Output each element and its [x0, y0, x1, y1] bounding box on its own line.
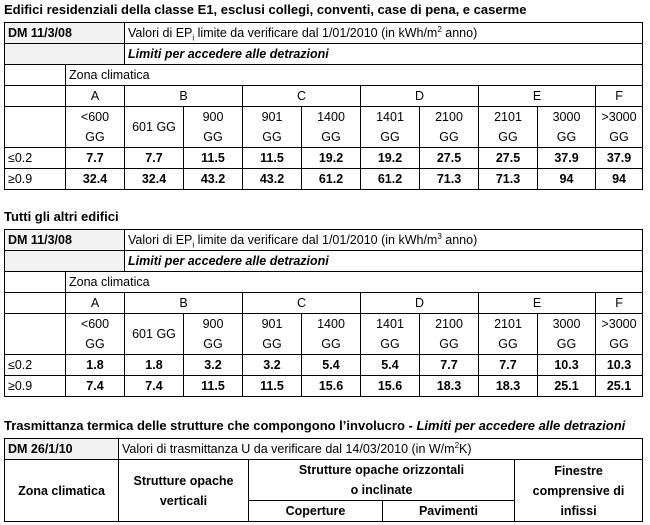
- section2-title: Tutti gli altri edifici: [4, 209, 119, 224]
- subtitle-cell: Limiti per accedere alle detrazioni: [125, 44, 643, 65]
- blank-cell: [5, 86, 66, 107]
- windows-header: Finestre comprensive di infissi: [515, 460, 643, 522]
- value-cell: 1.8: [66, 355, 125, 376]
- decree-cell: DM 11/3/08: [5, 23, 125, 44]
- gg-cell: 1401 GG: [361, 107, 420, 148]
- value-cell: 71.3: [479, 169, 538, 190]
- value-cell: 18.3: [479, 376, 538, 397]
- value-cell: 7.4: [66, 376, 125, 397]
- gg-cell: 3000 GG: [538, 107, 596, 148]
- value-cell: 43.2: [184, 169, 243, 190]
- value-cell: 61.2: [302, 169, 361, 190]
- decree-cell: DM 26/1/10: [5, 439, 119, 460]
- value-cell: 11.5: [184, 148, 243, 169]
- blank-cell: [5, 293, 66, 314]
- row-label: ≤0.2: [5, 355, 66, 376]
- gg-cell: 3000 GG: [538, 314, 596, 355]
- value-cell: 25.1: [538, 376, 596, 397]
- value-cell: 15.6: [361, 376, 420, 397]
- description-cell: Valori di $EP_i$ limite da verificare dal 1/01/2010 (in kWh/$m^3$ anno): [125, 230, 643, 251]
- value-cell: 71.3: [420, 169, 479, 190]
- section3-table: [4, 438, 643, 522]
- value-cell: 43.2: [243, 169, 302, 190]
- value-cell: 7.7: [125, 148, 184, 169]
- zone-d: D: [361, 293, 479, 314]
- value-cell: 5.4: [302, 355, 361, 376]
- row-label: ≤0.2: [5, 148, 66, 169]
- value-cell: 7.7: [66, 148, 125, 169]
- coperture-header: Coperture: [249, 501, 383, 522]
- gg-cell: >3000 GG: [596, 314, 643, 355]
- gg-cell: 2101 GG: [479, 314, 538, 355]
- value-cell: 15.6: [302, 376, 361, 397]
- gg-cell: 1400 GG: [302, 314, 361, 355]
- gg-cell: <600 GG: [66, 107, 125, 148]
- subtitle-cell: Limiti per accedere alle detrazioni: [125, 251, 643, 272]
- zone-c: C: [243, 293, 361, 314]
- zone-a: A: [66, 293, 125, 314]
- blank-cell: [5, 107, 66, 148]
- value-cell: 11.5: [184, 376, 243, 397]
- value-cell: 94: [596, 169, 643, 190]
- description-cell: Valori di $EP_i$ limite da verificare dal 1/01/2010 (in kWh/$m^2$ anno): [125, 23, 643, 44]
- zone-f: F: [596, 86, 643, 107]
- zone-label: Zona climatica: [66, 65, 643, 86]
- section1-table: [4, 22, 643, 190]
- value-cell: 19.2: [302, 148, 361, 169]
- gg-cell: <600 GG: [66, 314, 125, 355]
- value-cell: 27.5: [420, 148, 479, 169]
- value-cell: 32.4: [66, 169, 125, 190]
- value-cell: 19.2: [361, 148, 420, 169]
- value-cell: 11.5: [243, 376, 302, 397]
- value-cell: 10.3: [538, 355, 596, 376]
- gg-cell: 1400 GG: [302, 107, 361, 148]
- value-cell: 5.4: [361, 355, 420, 376]
- value-cell: 37.9: [596, 148, 643, 169]
- gg-cell: 901 GG: [243, 314, 302, 355]
- row-label: ≥0.9: [5, 376, 66, 397]
- section3-title: Trasmittanza termica delle strutture che compongono l’involucro - Limiti per accedere alle detrazioni: [4, 418, 626, 433]
- zone-a: A: [66, 86, 125, 107]
- value-cell: 10.3: [596, 355, 643, 376]
- blank-cell: [5, 251, 125, 272]
- gg-cell: 601 GG: [125, 107, 184, 148]
- value-cell: 25.1: [596, 376, 643, 397]
- zone-label: Zona climatica: [66, 272, 643, 293]
- blank-cell: [5, 44, 125, 65]
- value-cell: 7.7: [479, 355, 538, 376]
- gg-cell: 900 GG: [184, 107, 243, 148]
- section1-title: Edifici residenziali della classe E1, esclusi collegi, conventi, case di pena, e caserme: [4, 2, 527, 17]
- zone-f: F: [596, 293, 643, 314]
- value-cell: 7.7: [420, 355, 479, 376]
- value-cell: 3.2: [243, 355, 302, 376]
- blank-cell: [5, 314, 66, 355]
- value-cell: 37.9: [538, 148, 596, 169]
- value-cell: 27.5: [479, 148, 538, 169]
- gg-cell: 900 GG: [184, 314, 243, 355]
- row-label: ≥0.9: [5, 169, 66, 190]
- zone-b: B: [125, 293, 243, 314]
- gg-cell: 901 GG: [243, 107, 302, 148]
- zone-c: C: [243, 86, 361, 107]
- value-cell: 94: [538, 169, 596, 190]
- value-cell: 1.8: [125, 355, 184, 376]
- zone-d: D: [361, 86, 479, 107]
- blank-cell: [5, 272, 66, 293]
- gg-cell: 2100 GG: [420, 314, 479, 355]
- value-cell: 11.5: [243, 148, 302, 169]
- gg-cell: 2100 GG: [420, 107, 479, 148]
- zone-b: B: [125, 86, 243, 107]
- gg-cell: 1401 GG: [361, 314, 420, 355]
- vertical-structures-header: Strutture opache verticali: [119, 460, 249, 522]
- description-cell: Valori di trasmittanza U da verificare dal 14/03/2010 (in $W/m^2K$): [119, 439, 643, 460]
- gg-cell: 2101 GG: [479, 107, 538, 148]
- zone-climatica-header: Zona climatica: [5, 460, 119, 522]
- section2-table: [4, 229, 643, 397]
- blank-cell: [5, 65, 66, 86]
- gg-cell: >3000 GG: [596, 107, 643, 148]
- decree-cell: DM 11/3/08: [5, 230, 125, 251]
- horizontal-structures-header: Strutture opache orizzontali o inclinate: [249, 460, 515, 501]
- value-cell: 32.4: [125, 169, 184, 190]
- value-cell: 18.3: [420, 376, 479, 397]
- gg-cell: 601 GG: [125, 314, 184, 355]
- value-cell: 61.2: [361, 169, 420, 190]
- zone-e: E: [479, 86, 596, 107]
- value-cell: 7.4: [125, 376, 184, 397]
- pavimenti-header: Pavimenti: [383, 501, 515, 522]
- zone-e: E: [479, 293, 596, 314]
- value-cell: 3.2: [184, 355, 243, 376]
